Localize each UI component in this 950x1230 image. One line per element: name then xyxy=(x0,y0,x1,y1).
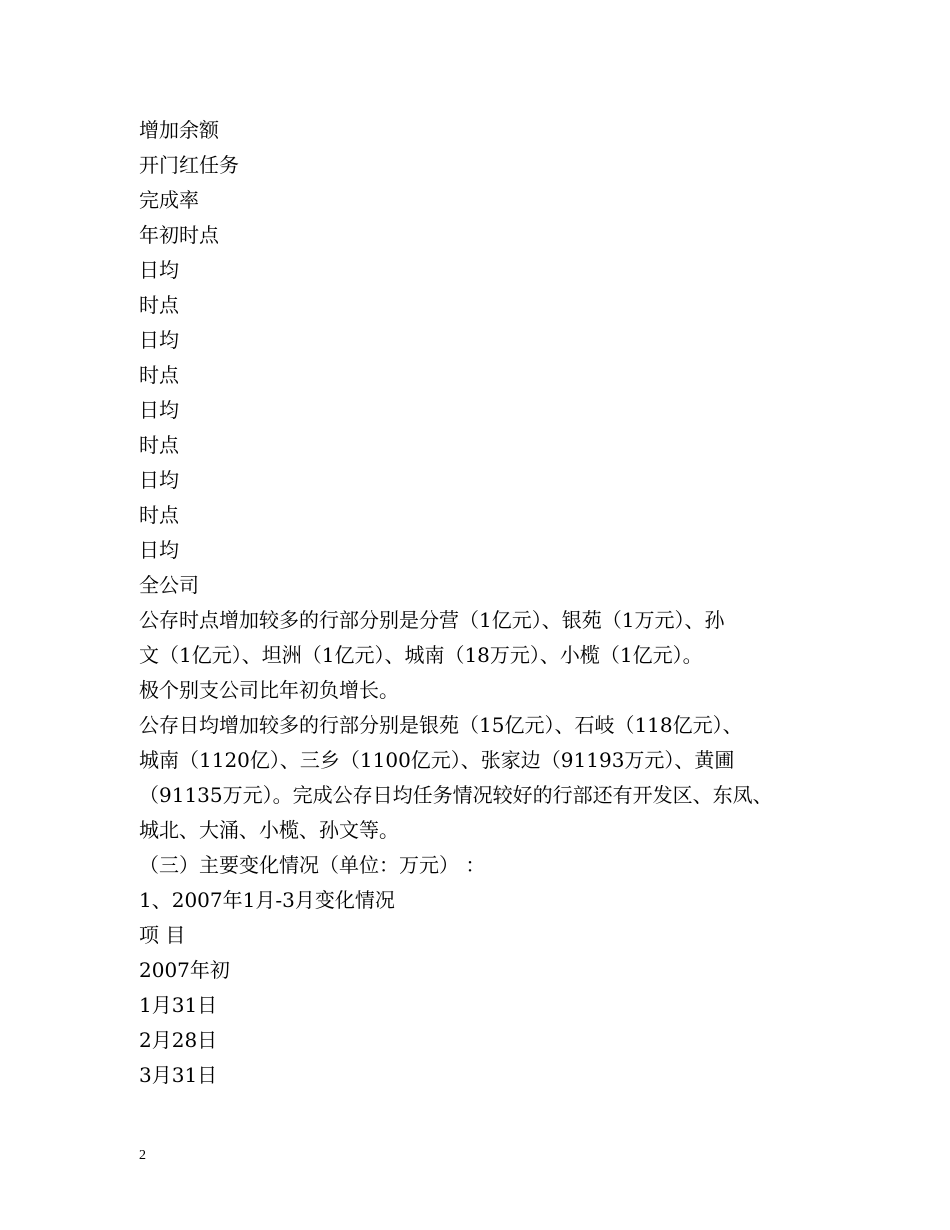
text-line: 时点 xyxy=(139,433,179,457)
table-cell: 项 目 xyxy=(139,923,186,947)
text-line: 时点 xyxy=(139,363,179,387)
text-line: 日均 xyxy=(139,538,179,562)
text-line: 日均 xyxy=(139,328,179,352)
table-cell: 3月31日 xyxy=(139,1063,218,1087)
text-line: 完成率 xyxy=(139,188,199,212)
section-heading: （三）主要变化情况（单位：万元） ： xyxy=(139,853,486,877)
text-line: 开门红任务 xyxy=(139,153,239,177)
document-body xyxy=(139,113,839,1093)
text-line: 时点 xyxy=(139,503,179,527)
table-cell: 1月31日 xyxy=(139,993,218,1017)
text-line: 时点 xyxy=(139,293,179,317)
paragraph-line: 文（1亿元）、坦洲（1亿元）、城南（18万元）、小榄（1亿元）。 xyxy=(139,643,703,667)
text-line: 增加余额 xyxy=(139,118,219,142)
text-line: 日均 xyxy=(139,398,179,422)
text-line: 全公司 xyxy=(139,573,199,597)
text-line: 日均 xyxy=(139,258,179,282)
paragraph-line: 公存日均增加较多的行部分别是银苑（15亿元）、石岐（118亿元）、 xyxy=(139,713,743,737)
table-cell: 2月28日 xyxy=(139,1028,218,1052)
text-line: 日均 xyxy=(139,468,179,492)
page-number: 2 xyxy=(139,1148,146,1163)
text-line: 年初时点 xyxy=(139,223,219,247)
table-cell: 2007年初 xyxy=(139,958,230,982)
paragraph-line: （91135万元）。完成公存日均任务情况较好的行部还有开发区、东凤、 xyxy=(139,783,773,807)
paragraph-line: 公存时点增加较多的行部分别是分营（1亿元）、银苑（1万元）、孙 xyxy=(139,608,725,632)
subsection-heading: 1、2007年1月-3月变化情况 xyxy=(139,888,395,912)
paragraph-line: 城北、大涌、小榄、孙文等。 xyxy=(139,818,399,842)
paragraph-line: 城南（1120亿）、三乡（1100亿元）、张家边（91193万元）、黄圃 xyxy=(139,748,735,772)
paragraph-line: 极个别支公司比年初负增长。 xyxy=(139,678,399,702)
